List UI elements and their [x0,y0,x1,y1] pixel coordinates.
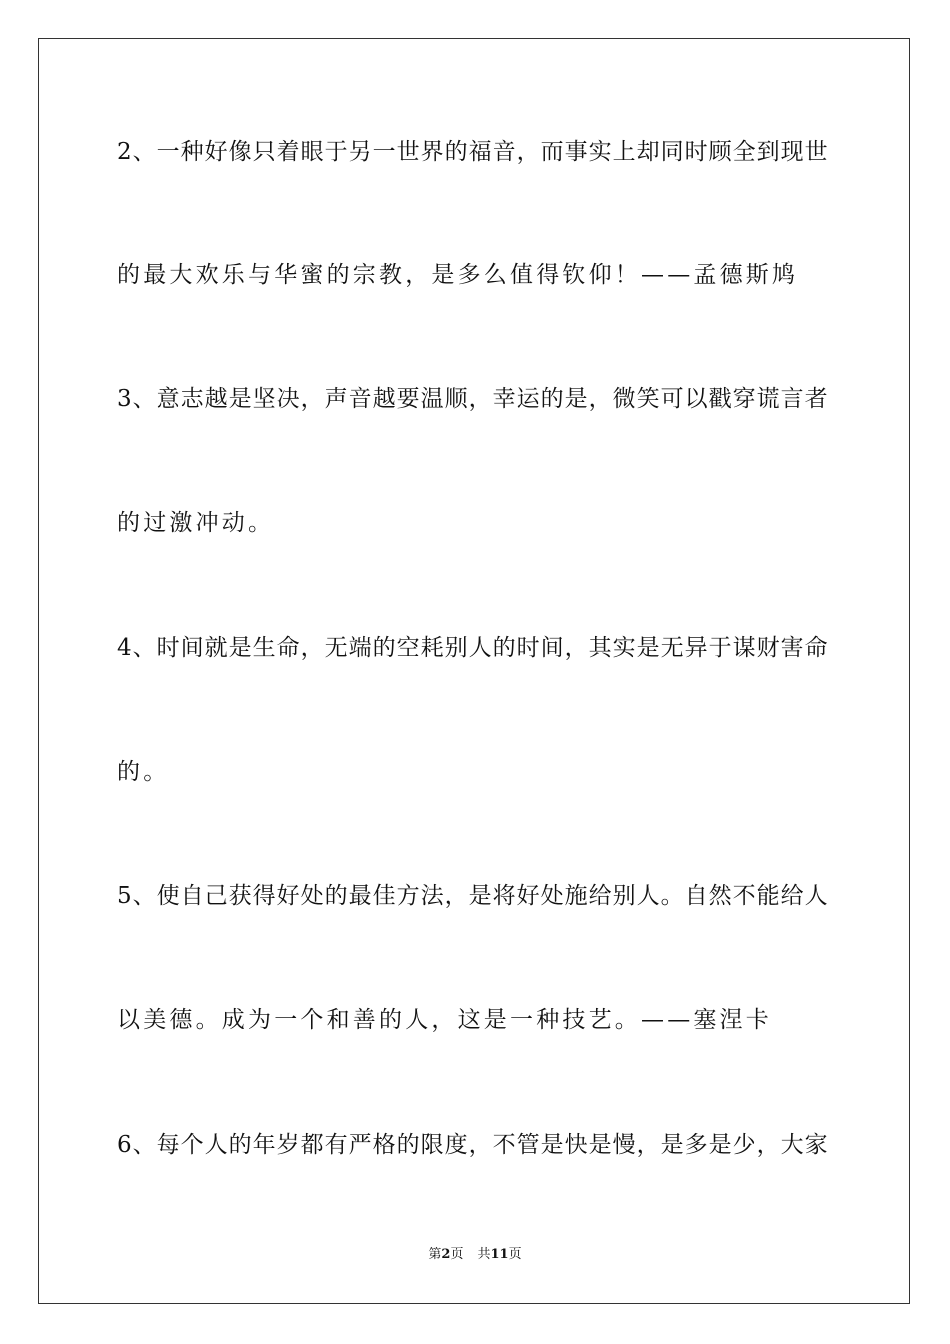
text-line-9: 6、每个人的年岁都有严格的限度，不管是快是慢，是多是少，大家 [117,1132,829,1158]
text-line-1: 2、一种好像只着眼于另一世界的福音，而事实上却同时顾全到现世 [117,139,829,165]
text-line-5: 4、时间就是生命，无端的空耗别人的时间，其实是无异于谋财害命 [117,635,829,661]
text-line-6: 的。 [117,759,170,785]
text-line-3: 3、意志越是坚决，声音越要温顺，幸运的是，微笑可以戳穿谎言者 [117,386,829,412]
footer-page-current: 2 [441,1247,451,1262]
text-line-4: 的过激冲动。 [117,510,275,536]
footer-page-unit: 页 [450,1247,464,1262]
footer-page-prefix: 第 [428,1247,442,1262]
page-border [38,38,910,1304]
text-line-8: 以美德。成为一个和善的人，这是一种技艺。——塞涅卡 [117,1007,772,1033]
page-footer [0,1246,950,1264]
footer-page-total: 11 [490,1247,509,1262]
text-line-2: 的最大欢乐与华蜜的宗教，是多么值得钦仰！——孟德斯鸠 [117,262,799,288]
footer-total-unit: 页 [508,1247,522,1262]
text-line-7: 5、使自己获得好处的最佳方法，是将好处施给别人。自然不能给人 [117,883,829,909]
footer-total-prefix: 共 [477,1247,491,1262]
